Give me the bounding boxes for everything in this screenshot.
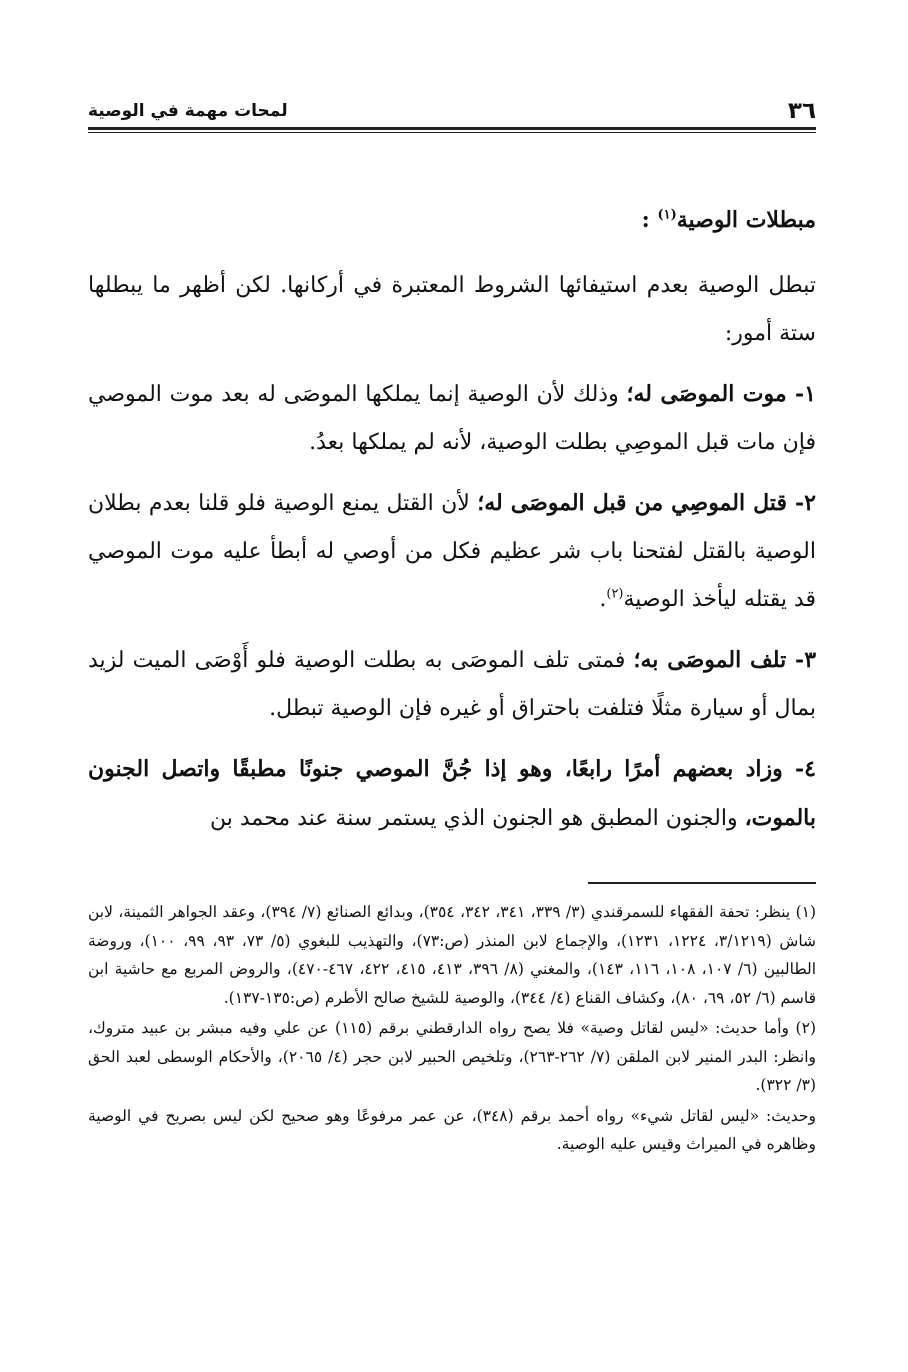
footnote-text: وأما حديث: «ليس لقاتل وصية» فلا يصح رواه الدارقطني برقم (١١٥) عن علي وفيه مبشر بن عبيد متروك، وانظر: البدر المنير لابن الملقن (٧/ ٢٦٢-٢٦٣)، وتلخيص الحبير لابن حجر (٤/ ٢٠٦٥)، والأحكام الوسطى لعبد الحق (٣/ ٣٢٢). [88,1019,817,1094]
footnote-2 [88,1014,816,1100]
item-number: ٤- [782,756,816,782]
section-heading [88,196,816,244]
item-text: فمتى تلف الموصَى به بطلت الوصية فلو أَوْصَى الميت لزيد بمال أو سيارة مثلًا فتلفت باحتراق أو غيره فإن الوصية تبطل. [88,648,816,721]
footnote-2-continuation: وحديث: «ليس لقاتل شيء» رواه أحمد برقم (٣٤٨)، عن عمر مرفوعًا وهو صحيح لكن ليس بصريح في الوصية وظاهره في الميراث وقيس عليه الوصية. [88,1106,816,1153]
running-title: لمحات مهمة في الوصية [88,101,288,121]
page-header [88,96,816,126]
footnote-text: ينظر: تحفة الفقهاء للسمرقندي (٣/ ٣٣٩، ٣٤١، ٣٤٢، ٣٥٤)، وبدائع الصنائع (٧/ ٣٩٤)، وعقد الجواهر الثمينة، لابن شاش (٣/١٢١٩، ١٢٢٤، ١٢٣١)، والإجماع لابن المنذر (ص:٧٣)، والتهذيب للبغوي (٥/ ٧٣، ٩٣، ٩٩، ١٠٠)، وروضة الطالبين (٦/ ١٠٧، ١٠٨، ١١٦، ١٤٣)، والمغني (٨/ ٣٩٦، ٤١٣، ٤١٥، ٤٢٢، ٤٦٧-٤٧٠)، والروض المربع مع حاشية ابن قاسم (٦/ ٥٢، ٦٩، ٨٠)، وكشاف القناع (٤/ ٣٤٤)، والوصية للشيخ صالح الأطرم (ص:١٣٥-١٣٧). [88,903,817,1007]
item-number: ١- [786,381,816,407]
item-paragraph-3 [88,636,816,733]
main-text [88,196,816,855]
item-paragraph-2 [88,479,816,624]
item-tail: . [599,587,607,612]
item-paragraph-4 [88,745,816,843]
header-rule [88,127,816,133]
item-strong-text: وزاد بعضهم أمرًا رابعًا، وهو إذا جُنَّ الموصي جنونًا مطبقًا واتصل الجنون بالموت، [88,756,816,831]
section-heading-text: مبطلات الوصية [676,207,816,233]
item-text: والجنون المطبق هو الجنون الذي يستمر سنة عند محمد بن [209,806,745,831]
footnote-mark: (٢) [795,1019,816,1037]
footnote-1 [88,898,816,1012]
footnote-mark: (١) [795,903,817,921]
footnote-separator [588,882,816,884]
item-paragraph-1 [88,370,816,467]
footnotes [88,898,816,1159]
page-number: ٣٦ [787,98,816,124]
footnote-ref-2[interactable]: (٢) [606,586,624,602]
footnote-ref-1[interactable]: (١) [657,207,677,223]
item-heading: موت الموصَى له؛ [626,381,787,407]
item-text: وذلك لأن الوصية إنما يملكها الموصَى له بعد موت الموصي فإن مات قبل الموصِي بطلت الوصية، لأنه لم يملكها بعدُ. [88,382,816,455]
section-heading-suffix: : [641,207,658,233]
item-heading: قتل الموصِي من قبل الموصَى له؛ [477,490,787,516]
intro-paragraph: تبطل الوصية بعدم استيفائها الشروط المعتبرة في أركانها. لكن أظهر ما يبطلها ستة أمور: [88,273,816,346]
item-text: لأن القتل يمنع الوصية فلو قلنا بعدم بطلان الوصية بالقتل لفتحنا باب شر عظيم فكل من أوصي له أبطأ عليه موت الموصي قد يقتله ليأخذ الوصية [88,491,816,612]
item-number: ٣- [786,647,817,673]
item-number: ٢- [786,490,816,516]
item-heading: تلف الموصَى به؛ [633,647,787,673]
